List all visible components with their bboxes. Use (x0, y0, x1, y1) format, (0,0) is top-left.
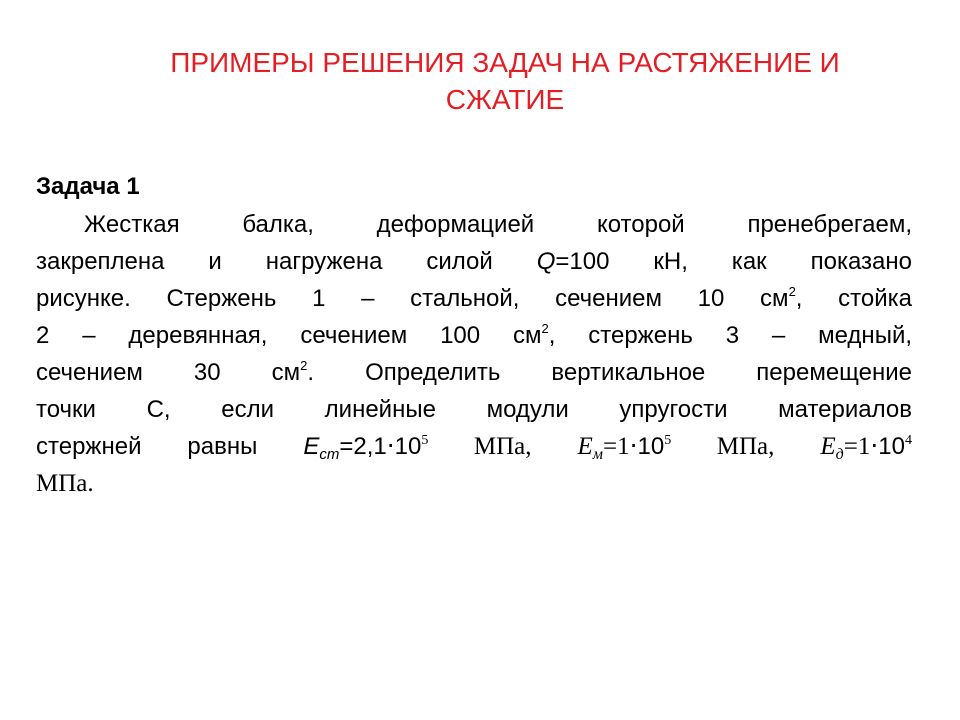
modulus-wood-symbol: Е (820, 433, 836, 460)
exponent: 5 (421, 433, 429, 448)
exponent: 4 (905, 433, 912, 448)
unit-mpa: МПа, (428, 433, 532, 460)
title-line-1: ПРИМЕРЫ РЕШЕНИЯ ЗАДАЧ НА РАСТЯЖЕНИЕ И (170, 47, 840, 78)
task-line-1: Жесткая балка, деформацией которой пренебрегаем, (84, 211, 912, 238)
modulus-steel-subscript: ст (319, 446, 340, 463)
text-fragment: 2 – деревянная, сечением 100 см (36, 322, 542, 349)
modulus-copper-subscript: м (592, 446, 603, 463)
modulus-wood-value: =1 (843, 433, 871, 460)
slide-title (110, 44, 900, 118)
power-base: 10 (878, 433, 905, 460)
modulus-wood-subscript: д (835, 446, 844, 463)
superscript: 2 (541, 321, 549, 336)
task-line-4 (36, 317, 912, 354)
text-fragment: =100 кН, как показано (555, 248, 913, 275)
task-line-5 (36, 354, 912, 391)
title-line-2: СЖАТИЕ (445, 84, 565, 115)
force-symbol: Q (536, 248, 556, 275)
text-fragment: , стойка (795, 285, 913, 312)
power-base: 10 (637, 433, 665, 460)
task-line-6: точки С, если линейные модули упругости материалов (36, 396, 912, 423)
text-fragment: . Определить вертикальное перемещение (307, 359, 913, 386)
text-fragment: закреплена и нагружена силой (36, 248, 537, 275)
superscript: 2 (300, 358, 308, 373)
task-line-8: МПа. (36, 470, 94, 497)
task-text (36, 206, 912, 502)
modulus-steel-value: =2,1 (339, 433, 387, 460)
exponent: 5 (664, 433, 672, 448)
task-line-7 (36, 428, 912, 465)
text-fragment: , стержень 3 – медный, (548, 322, 913, 349)
text-fragment: стержней равны (36, 433, 304, 460)
task-heading: Задача 1 (36, 173, 140, 200)
text-fragment: рисунке. Стержень 1 – стальной, сечением 10 см (36, 285, 789, 312)
modulus-copper-symbol: Е (577, 433, 593, 460)
task-line-2 (36, 243, 912, 280)
unit-mpa: МПа, (671, 433, 775, 460)
modulus-copper-value: =1 (602, 433, 630, 460)
modulus-steel-symbol: E (303, 433, 320, 460)
power-base: 10 (394, 433, 422, 460)
task-line-3 (36, 280, 912, 317)
text-fragment: сечением 30 см (36, 359, 301, 386)
superscript: 2 (788, 284, 796, 299)
multiply-dot: ⋅ (629, 433, 638, 460)
multiply-dot: ⋅ (870, 433, 879, 460)
multiply-dot: ⋅ (386, 433, 395, 460)
